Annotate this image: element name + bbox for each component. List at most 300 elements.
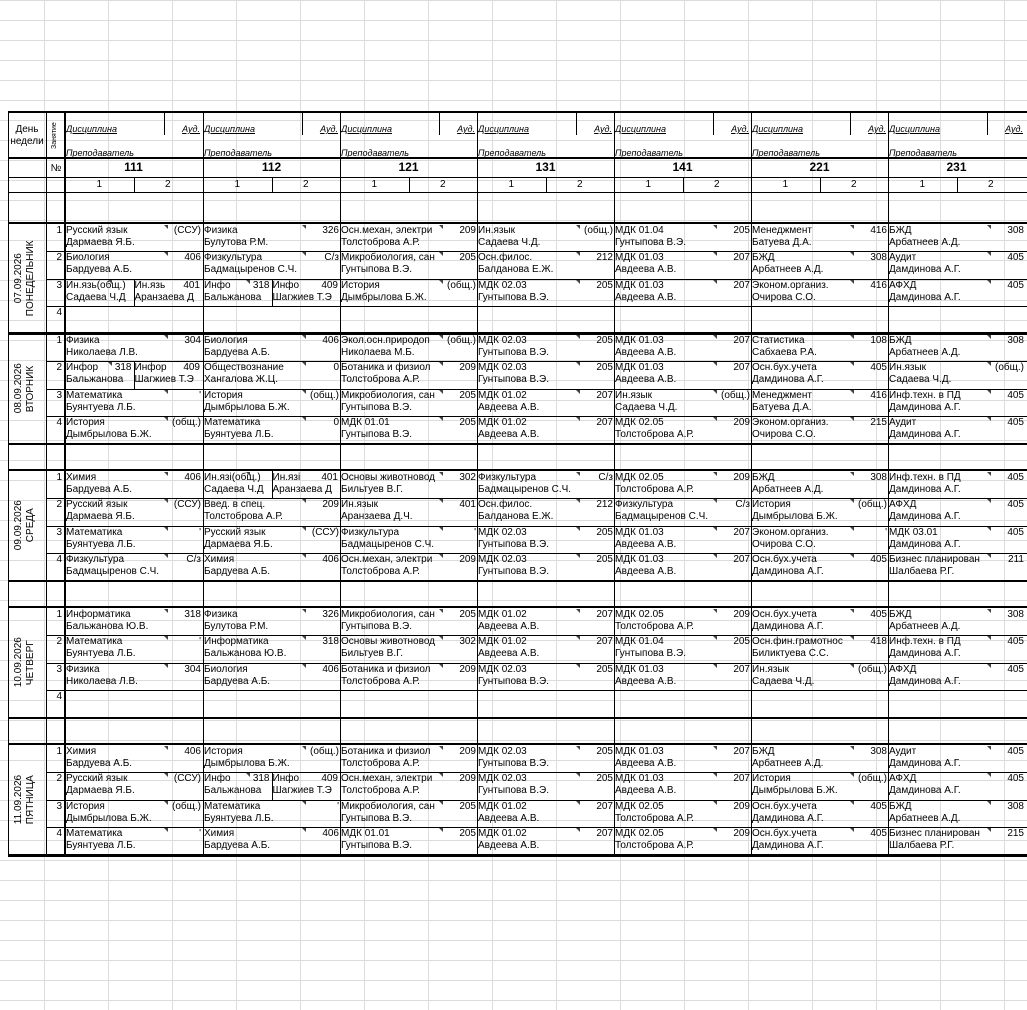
room-number: 205: [459, 389, 476, 401]
comment-marker-icon: [713, 636, 717, 640]
room-number: 318: [252, 773, 270, 785]
discipline-name: Основы животновод: [341, 636, 435, 648]
pair-number: 1: [56, 225, 62, 236]
teacher-name: Николаева Л.В.: [66, 675, 138, 687]
pair-number: 3: [56, 389, 62, 401]
teacher-name: Дамдинова А.Г.: [889, 648, 961, 660]
teacher-name: Балданова Е.Ж.: [478, 511, 554, 523]
teacher-name: Балданова Е.Ж.: [478, 264, 554, 276]
teacher-name: Буянтуева Л.Б.: [66, 648, 136, 660]
comment-marker-icon: [987, 664, 991, 668]
teacher-name: Толстоброва А.Р.: [341, 374, 420, 386]
discipline-name: МДК 02.05: [615, 472, 664, 483]
teacher-name: Толстоброва А.Р.: [615, 484, 694, 495]
pair-number: 3: [56, 663, 62, 675]
teacher-name: Буянтуева Л.Б.: [204, 812, 274, 824]
discipline-name: Русский язык: [66, 225, 128, 236]
comment-marker-icon: [302, 609, 306, 613]
discipline-name: Микробиология, сан: [341, 389, 435, 401]
room-number: 209: [459, 225, 476, 236]
comment-marker-icon: [164, 390, 168, 394]
discipline-name: Ин.язь(общ.): [66, 279, 126, 291]
discipline-name: История: [752, 499, 791, 511]
teacher-header: Преподаватель: [752, 148, 820, 158]
room-col-border: [439, 111, 440, 135]
comment-marker-icon: [576, 664, 580, 668]
teacher-name: Батуева Д.А.: [752, 401, 812, 413]
discipline-name: Физика: [204, 609, 238, 620]
pair-number: 1: [56, 335, 62, 346]
teacher-header: Преподаватель: [889, 148, 957, 158]
discipline-name: Микробиология, сан: [341, 609, 435, 620]
discipline-name: Инфо: [272, 279, 299, 291]
room-number: 302: [459, 472, 476, 483]
discipline-name: Физика: [204, 225, 238, 236]
comment-marker-icon: [850, 609, 854, 613]
teacher-name: Дамдинова А.Г.: [889, 401, 961, 413]
teacher-name: Дымбрылова Б.Ж.: [752, 785, 838, 797]
room-number: С/з: [735, 499, 750, 511]
comment-marker-icon: [987, 499, 991, 503]
teacher-name: Садаева Ч.Д: [204, 484, 264, 495]
teacher-name: Авдеева А.В.: [615, 291, 677, 303]
comment-marker-icon: [439, 527, 443, 531]
room-col-border: [987, 111, 988, 135]
teacher-name: Сабхаева Р.А.: [752, 347, 817, 358]
discipline-name: Математика: [204, 800, 261, 812]
discipline-name: Эконом.организ.: [752, 279, 829, 291]
teacher-name: Бардуева А.Б.: [204, 839, 271, 851]
teacher-name: Дармаева Я.Б.: [204, 538, 273, 550]
discipline-name: Микробиология, сан: [341, 252, 435, 264]
num-header: №: [50, 163, 62, 174]
comment-marker-icon: [439, 746, 443, 750]
pair-number: 2: [56, 252, 62, 264]
subgroup-divider: [409, 177, 410, 192]
day-header: День недели: [10, 124, 44, 147]
teacher-name: Гунтыпова В.Э.: [341, 839, 412, 851]
room-number: 318: [322, 636, 339, 648]
room-number: 406: [184, 252, 201, 264]
comment-marker-icon: [713, 390, 717, 394]
room-number: 205: [459, 609, 476, 620]
teacher-name: Дамдинова А.Г.: [752, 621, 824, 632]
teacher-name: Бильтуев В.Г.: [341, 648, 404, 660]
room-number: (ССУ): [173, 773, 201, 785]
discipline-name: МДК 01.03: [615, 553, 664, 565]
room-col-border: [302, 111, 303, 135]
room-col-border: [713, 111, 714, 135]
discipline-name: История: [204, 389, 243, 401]
teacher-name: Толстоброва А.Р.: [341, 675, 420, 687]
discipline-name: Ботаника и физиол: [341, 663, 431, 675]
room-number: 405: [1007, 472, 1024, 483]
room-number: 304: [184, 663, 201, 675]
comment-marker-icon: [850, 252, 854, 256]
subgroup-divider: [683, 177, 684, 192]
discipline-name: Инф.техн. в ПД: [889, 472, 961, 483]
teacher-name: Гунтыпова В.Э.: [341, 264, 412, 276]
discipline-header: Дисциплина: [615, 124, 666, 134]
teacher-name: Арбатнеев А.Д.: [889, 812, 961, 824]
room-number: 308: [1007, 225, 1024, 236]
comment-marker-icon: [439, 828, 443, 832]
subgroup-2: 2: [302, 179, 309, 190]
discipline-name: Биология: [204, 663, 248, 675]
discipline-name: Информатика: [204, 636, 269, 648]
pair-number: 3: [56, 526, 62, 538]
room-number: (общ.): [995, 362, 1024, 374]
discipline-name: Аудит: [889, 416, 917, 428]
pair-number: 3: [56, 279, 62, 291]
subgroup-2: 2: [439, 179, 446, 190]
pair-number: 2: [56, 499, 62, 511]
comment-marker-icon: [302, 746, 306, 750]
discipline-name: МДК 02.03: [478, 663, 527, 675]
discipline-name: Основы животновод: [341, 472, 435, 483]
comment-marker-icon: [164, 609, 168, 613]
room-number: 207: [733, 252, 750, 264]
comment-marker-icon: [576, 280, 580, 284]
group-number: 131: [535, 161, 556, 173]
room-number: 209: [459, 746, 476, 757]
room-number: 406: [184, 746, 201, 757]
day-label: [13, 608, 41, 717]
room-number: 207: [733, 362, 750, 374]
teacher-name: Хангалова Ж.Ц.: [204, 374, 278, 386]
comment-marker-icon: [302, 554, 306, 558]
room-number: 405: [870, 800, 887, 812]
room-number: (общ.): [858, 773, 887, 785]
room-number: 207: [733, 279, 750, 291]
comment-marker-icon: [576, 390, 580, 394]
room-number: 405: [1007, 389, 1024, 401]
comment-marker-icon: [302, 225, 306, 229]
room-number: 405: [1007, 526, 1024, 538]
teacher-name: Гунтыпова В.Э.: [478, 758, 549, 769]
discipline-name: МДК 01.02: [478, 609, 527, 620]
room-number: 209: [733, 609, 750, 620]
teacher-name: Гунтыпова В.Э.: [478, 785, 549, 797]
comment-marker-icon: [987, 636, 991, 640]
room-number: (общ.): [310, 746, 339, 757]
comment-marker-icon: [713, 280, 717, 284]
comment-marker-icon: [576, 335, 580, 339]
teacher-name: Дамдинова А.Г.: [752, 565, 824, 577]
room-number: 405: [1007, 416, 1024, 428]
room-number: 207: [596, 389, 613, 401]
group-number: 112: [261, 161, 282, 173]
comment-marker-icon: [713, 609, 717, 613]
room-number: 205: [596, 362, 613, 374]
subgroup-divider: [546, 177, 547, 192]
day-name: ПОНЕДЕЛЬНИК: [25, 240, 36, 317]
comment-marker-icon: [164, 472, 168, 476]
comment-marker-icon: [164, 828, 168, 832]
subgroup-divider: [272, 177, 273, 192]
room-number: 406: [322, 553, 339, 565]
discipline-name: Обществознание: [204, 362, 284, 374]
room-number: 207: [596, 636, 613, 648]
comment-marker-icon: [302, 664, 306, 668]
teacher-name: Буянтуева Л.Б.: [204, 428, 274, 440]
teacher-name: Толстоброва А.Р.: [341, 758, 420, 769]
pair-number: 4: [56, 827, 62, 839]
comment-marker-icon: [713, 554, 717, 558]
teacher-name: Аранзаева Д.Ч.: [341, 511, 413, 523]
room-number: ': [474, 526, 476, 538]
room-number: 211: [1008, 553, 1024, 565]
room-number: (ССУ): [311, 526, 339, 538]
room-number: 212: [596, 499, 613, 511]
room-number: 205: [596, 553, 613, 565]
discipline-name: МДК 02.05: [615, 609, 664, 620]
discipline-name: АФХД: [889, 279, 917, 291]
teacher-name: Гунтыпова В.Э.: [478, 675, 549, 687]
room-number: 304: [184, 335, 201, 346]
teacher-name: Бальжанова: [204, 291, 262, 303]
discipline-name: История: [66, 800, 105, 812]
discipline-name: Математика: [66, 389, 123, 401]
discipline-name: Химия: [204, 553, 235, 565]
teacher-name: Дамдинова А.Г.: [889, 538, 961, 550]
room-number: 406: [184, 472, 201, 483]
discipline-name: Ботаника и физиол: [341, 746, 431, 757]
teacher-header: Преподаватель: [66, 148, 134, 158]
pair-number: 1: [56, 472, 62, 483]
comment-marker-icon: [246, 773, 250, 777]
room-number: (общ.): [858, 499, 887, 511]
discipline-name: Русский язык: [66, 773, 128, 785]
room-number: 207: [596, 416, 613, 428]
header-top-border: [8, 111, 1027, 113]
teacher-name: Бадмацыренов С.Ч.: [66, 565, 160, 577]
teacher-name: Гунтыпова В.Э.: [478, 347, 549, 358]
room-header: Ауд.: [594, 124, 612, 134]
room-number: 207: [733, 746, 750, 757]
discipline-name: Осн.фин.грамотнос: [752, 636, 843, 648]
comment-marker-icon: [713, 664, 717, 668]
teacher-name: Садаева Ч.Д: [66, 291, 126, 303]
comment-marker-icon: [713, 499, 717, 503]
room-number: (общ.): [172, 416, 201, 428]
discipline-name: БЖД: [752, 252, 775, 264]
group-number: 221: [809, 161, 830, 173]
discipline-name: Эконом.организ.: [752, 526, 829, 538]
discipline-name: МДК 01.02: [478, 827, 527, 839]
comment-marker-icon: [576, 636, 580, 640]
comment-marker-icon: [439, 335, 443, 339]
room-number: 209: [733, 800, 750, 812]
comment-marker-icon: [713, 335, 717, 339]
discipline-name: Ин.язі: [272, 472, 301, 483]
room-number: 405: [870, 609, 887, 620]
discipline-name: Физика: [66, 663, 100, 675]
discipline-name: Русский язык: [66, 499, 128, 511]
room-number: 205: [596, 335, 613, 346]
room-number: 207: [733, 773, 750, 785]
subgroup-2: 2: [850, 179, 857, 190]
comment-marker-icon: [108, 280, 112, 284]
discipline-name: МДК 01.04: [615, 225, 664, 236]
discipline-name: Биология: [204, 335, 248, 346]
comment-marker-icon: [302, 801, 306, 805]
subgroup-2: 2: [987, 179, 994, 190]
teacher-name: Авдеева А.В.: [615, 565, 677, 577]
discipline-name: МДК 02.05: [615, 827, 664, 839]
comment-marker-icon: [164, 527, 168, 531]
discipline-name: МДК 02.03: [478, 773, 527, 785]
teacher-name: Дымбрылова Б.Ж.: [66, 428, 152, 440]
day-top-border: [8, 743, 1027, 745]
discipline-name: Инфор: [134, 362, 167, 374]
teacher-name: Толстоброва А.Р.: [615, 812, 694, 824]
discipline-name: Осн.бух.учета: [752, 827, 817, 839]
room-number: 308: [1007, 800, 1024, 812]
room-col-border: [850, 111, 851, 135]
comment-marker-icon: [164, 746, 168, 750]
discipline-name: МДК 01.03: [615, 663, 664, 675]
room-number: 212: [596, 252, 613, 264]
comment-marker-icon: [164, 664, 168, 668]
day-date: 09.09.2026: [13, 500, 24, 551]
room-header: Ауд.: [731, 124, 749, 134]
comment-marker-icon: [850, 828, 854, 832]
teacher-name: Бардуева А.Б.: [204, 675, 271, 687]
comment-marker-icon: [987, 252, 991, 256]
comment-marker-icon: [439, 636, 443, 640]
comment-marker-icon: [713, 252, 717, 256]
day-bottom-border: [8, 717, 1027, 719]
room-number: 405: [1007, 279, 1024, 291]
comment-marker-icon: [713, 828, 717, 832]
pair-number: 4: [56, 553, 62, 565]
teacher-name: Дымбрылова Б.Ж.: [341, 291, 427, 303]
comment-marker-icon: [246, 472, 250, 476]
discipline-name: Осн.бух.учета: [752, 609, 817, 620]
teacher-name: Бадмацыренов С.Ч.: [615, 511, 709, 523]
teacher-name: Буянтуева Л.Б.: [66, 839, 136, 851]
teacher-name: Булутова Р.М.: [204, 621, 269, 632]
group-number: 121: [398, 161, 419, 173]
lesson-header: Занятие: [51, 122, 58, 150]
room-number: ': [199, 827, 201, 839]
teacher-name: Бардуева А.Б.: [204, 347, 271, 358]
comment-marker-icon: [439, 664, 443, 668]
day-name: СРЕДА: [25, 508, 36, 543]
comment-marker-icon: [987, 335, 991, 339]
teacher-name: Дымбрылова Б.Ж.: [66, 812, 152, 824]
teacher-name: Бардуева А.Б.: [66, 758, 133, 769]
discipline-name: МДК 02.03: [478, 279, 527, 291]
comment-marker-icon: [164, 773, 168, 777]
discipline-name: Бизнес планирован: [889, 553, 980, 565]
room-col-border: [164, 111, 165, 135]
discipline-name: Менеджмент: [752, 225, 812, 236]
discipline-name: АФХД: [889, 499, 917, 511]
comment-marker-icon: [987, 828, 991, 832]
subgroup-2: 2: [713, 179, 720, 190]
discipline-name: МДК 01.03: [615, 746, 664, 757]
teacher-name: Гунтыпова В.Э.: [478, 565, 549, 577]
teacher-name: Гунтыпова В.Э.: [341, 428, 412, 440]
teacher-name: Очирова С.О.: [752, 291, 816, 303]
teacher-name: Дамдинова А.Г.: [889, 511, 961, 523]
day-name: ВТОРНИК: [25, 365, 36, 412]
discipline-name: Математика: [66, 636, 123, 648]
teacher-name: Дамдинова А.Г.: [752, 374, 824, 386]
teacher-name: Дымбрылова Б.Ж.: [204, 758, 290, 769]
group-number: 111: [124, 161, 143, 173]
room-number: 207: [596, 609, 613, 620]
room-number: 207: [596, 800, 613, 812]
group-number: 141: [672, 161, 693, 173]
discipline-name: Математика: [66, 827, 123, 839]
room-number: 416: [870, 389, 887, 401]
teacher-name: Дамдинова А.Г.: [889, 675, 961, 687]
teacher-name: Гунтыпова В.Э.: [615, 648, 686, 660]
day-name: ПЯТНИЦА: [25, 775, 36, 825]
room-number: 318: [114, 362, 132, 374]
comment-marker-icon: [987, 554, 991, 558]
room-number: 401: [459, 499, 476, 511]
teacher-name: Шагжиев Т.Э: [134, 374, 194, 386]
comment-marker-icon: [576, 801, 580, 805]
room-number: 405: [1007, 499, 1024, 511]
discipline-name: Физкультура: [615, 499, 674, 511]
teacher-name: Гунтыпова В.Э.: [341, 621, 412, 632]
comment-marker-icon: [576, 527, 580, 531]
discipline-name: Микробиология, сан: [341, 800, 435, 812]
day-top-border: [8, 469, 1027, 471]
teacher-name: Толстоброва А.Р.: [341, 785, 420, 797]
teacher-header: Преподаватель: [341, 148, 409, 158]
discipline-name: БЖД: [752, 746, 775, 757]
room-number: 406: [322, 335, 339, 346]
room-number: ': [337, 800, 339, 812]
teacher-name: Авдеева А.В.: [478, 648, 540, 660]
discipline-name: МДК 01.03: [615, 362, 664, 374]
teacher-name: Буянтуева Л.Б.: [66, 401, 136, 413]
discipline-name: Физкультура: [204, 252, 263, 264]
room-number: ': [199, 526, 201, 538]
pair-number: 1: [56, 609, 62, 620]
teacher-name: Авдеева А.В.: [615, 675, 677, 687]
comment-marker-icon: [302, 252, 306, 256]
day-label: [13, 334, 41, 443]
comment-marker-icon: [713, 801, 717, 805]
room-number: (ССУ): [173, 499, 201, 511]
comment-marker-icon: [164, 225, 168, 229]
comment-marker-icon: [850, 362, 854, 366]
room-number: 209: [733, 416, 750, 428]
teacher-name: Шалбаева Р.Г.: [889, 565, 955, 577]
comment-marker-icon: [850, 472, 854, 476]
discipline-name: Осн.филос.: [478, 252, 533, 264]
discipline-name: Ботаника и физиол: [341, 362, 431, 374]
room-number: (общ.): [721, 389, 750, 401]
teacher-name: Дамдинова А.Г.: [889, 785, 961, 797]
comment-marker-icon: [302, 362, 306, 366]
comment-marker-icon: [164, 252, 168, 256]
comment-marker-icon: [302, 499, 306, 503]
day-date: 08.09.2026: [13, 363, 24, 414]
discipline-name: Биология: [66, 252, 110, 264]
comment-marker-icon: [713, 362, 717, 366]
discipline-name: АФХД: [889, 663, 917, 675]
comment-marker-icon: [439, 390, 443, 394]
room-number: 409: [321, 773, 338, 785]
